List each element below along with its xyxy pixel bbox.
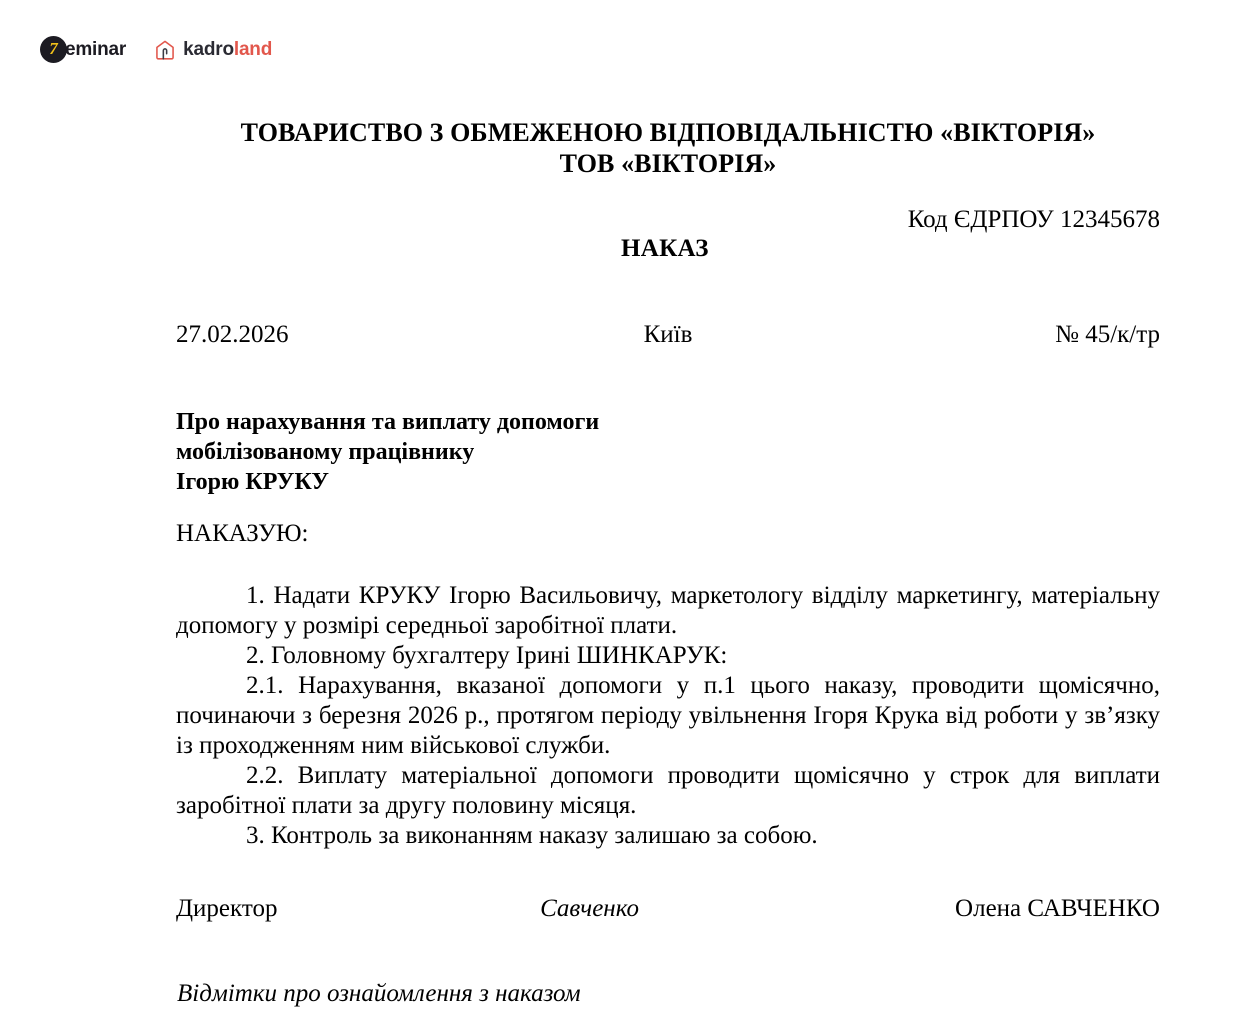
zeminar-badge-letter: 7 xyxy=(49,39,58,58)
zeminar-wordmark: eminar xyxy=(65,38,127,60)
document-subject xyxy=(176,407,796,497)
order-clauses xyxy=(176,581,1160,851)
organization-title xyxy=(176,117,1160,179)
document-subject-line-2: мобілізованому працівнику xyxy=(176,439,475,465)
order-verb: НАКАЗУЮ: xyxy=(176,520,309,547)
document-number: № 45/к/тр xyxy=(1055,321,1160,348)
organization-title-line-1: ТОВАРИСТВО З ОБМЕЖЕНОЮ ВІДПОВІДАЛЬНІСТЮ «ВІКТОРІЯ» xyxy=(240,118,1096,147)
signatory-role: Директор xyxy=(176,895,278,922)
order-clause-3: 3. Контроль за виконанням наказу залишаю за собою. xyxy=(246,822,818,849)
document-city: Київ xyxy=(643,321,693,348)
document-subject-line-1: Про нарахування та виплату допомоги xyxy=(176,409,600,435)
order-clause-2-2: 2.2. Виплату матеріальної допомоги проводити щомісячно у строк для виплати заробітної плати за другу половину місяця. xyxy=(176,762,1160,819)
kadroland-wordmark-dark: kadro xyxy=(183,38,234,60)
document-kind-heading: НАКАЗ xyxy=(621,235,709,262)
order-clause-1: 1. Надати КРУКУ Ігорю Васильовичу, маркетологу відділу маркетингу, матеріальну допомогу у розмірі середньої заробітної плати. xyxy=(176,582,1160,639)
edrpou-code: Код ЄДРПОУ 12345678 xyxy=(907,206,1160,233)
document-date: 27.02.2026 xyxy=(176,321,289,348)
signatory-name: Олена САВЧЕНКО xyxy=(955,895,1160,922)
kadroland-wordmark-accent: land xyxy=(233,38,273,60)
organization-title-line-2: ТОВ «ВІКТОРІЯ» xyxy=(559,149,777,178)
acknowledgement-note: Відмітки про ознайомлення з наказом xyxy=(177,980,581,1007)
order-clause-2-1: 2.1. Нарахування, вказаної допомоги у п.1 цього наказу, проводити щомісячно, починаючи з березня 2026 р., протягом періоду увільнення Ігоря Крука від роботи у зв’язку із проходженням ним військової служби. xyxy=(176,672,1160,759)
order-clause-2: 2. Головному бухгалтеру Ірині ШИНКАРУК: xyxy=(246,642,728,669)
signature-mark: Савченко xyxy=(540,895,639,922)
document-meta-row xyxy=(176,320,1160,350)
document-subject-line-3: Ігорю КРУКУ xyxy=(176,469,329,495)
signature-block xyxy=(176,894,1160,924)
